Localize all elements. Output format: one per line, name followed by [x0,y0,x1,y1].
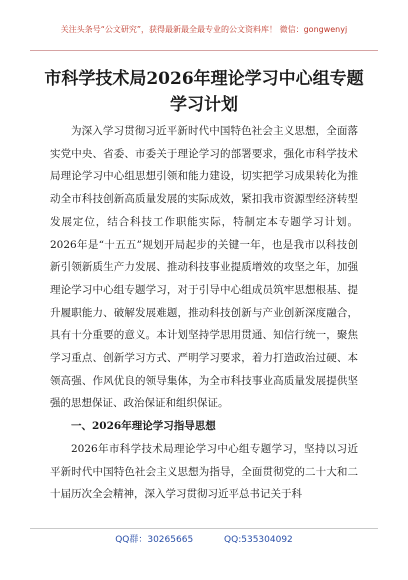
footer-qq: QQ:535304092 [224,535,293,545]
footer-bar [0,532,408,545]
section-heading: 一、2026年理论学习指导思想 [71,420,216,433]
footer-qq-group: QQ群：30265665 [115,535,194,545]
footer-divider [30,528,378,529]
section-paragraph: 2026年市科学技术局理论学习中心组专题学习，坚持以习近平新时代中国特色社会主义思想为指导，全面贯彻党的二十大和二十届历次全会精神，深入学习贯彻习近平总书记关于科 [50,442,358,501]
document-body [50,120,358,506]
document-title: 市科学技术局2026年理论学习中心组专题学习计划 [44,69,364,115]
header-banner: 关注头条号“公文研究”，获得最新最全最专业的公文资料库！ 微信：gongwenyj [60,25,348,34]
header-divider [30,50,378,51]
intro-paragraph: 为深入学习贯彻习近平新时代中国特色社会主义思想，全面落实党中央、省委、市委关于理论学习的部署要求，强化市科学技术局理论学习中心组思想引领和能力建设，切实把学习成果转化为推动全市科技创新高质量发展的实际成效，紧扣我市资源型经济转型发展定位，结合科技工作职能实际，特制定本专题学习计划。2026年是“十五五”规划开局起步的关键一年，也是我市以科技创新引领新质生产力发展、推动科技事业提质增效的攻坚之年，加强理论学习中心组专题学习，对于引导中心组成员筑牢思想根基、提升履职能力、破解发展难题，推动科技创新与产业创新深度融合，具有十分重要的意义。本计划坚持学思用贯通、知信行统一，聚焦学习重点、创新学习方式、严明学习要求，着力打造政治过硬、本领高强、作风优良的领导集体，为全市科技事业高质量发展提供坚强的思想保证、政治保证和组织保证。 [50,125,358,410]
